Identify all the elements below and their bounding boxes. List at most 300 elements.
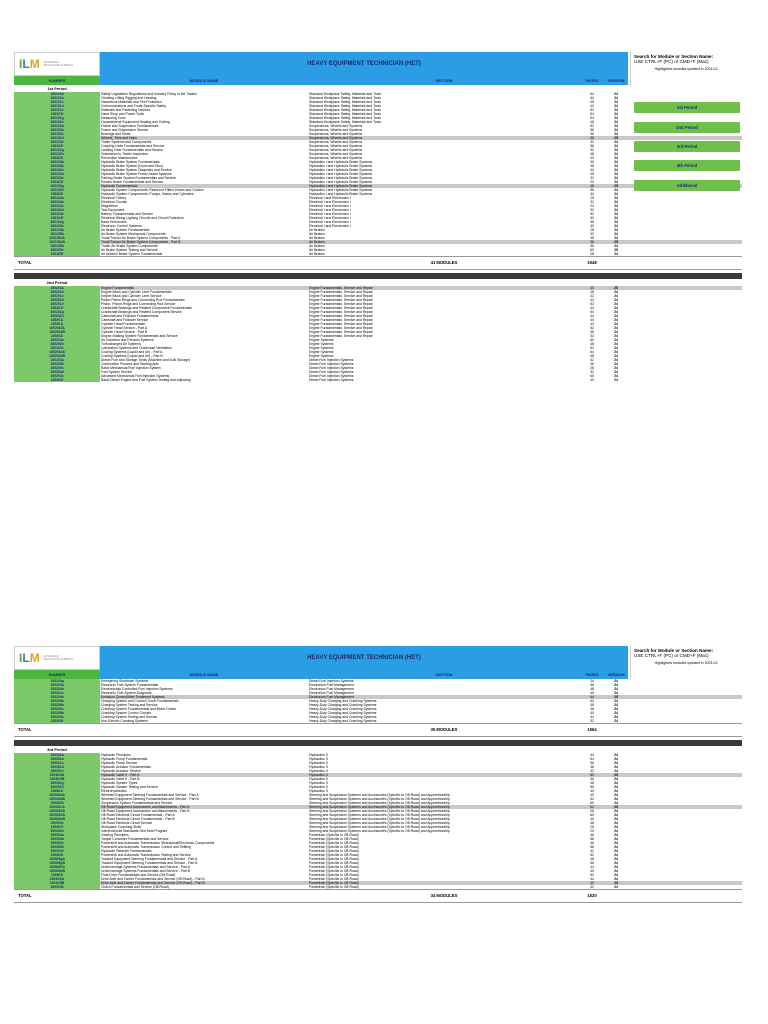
module-name: Off-Road Electrical Circuit Fundamentals - Part B <box>101 817 175 821</box>
section-name: Engine Systems <box>309 342 334 346</box>
version: 25 <box>614 773 618 777</box>
module-name: Safety Legislation Regulations and Industry Policy in the Trades <box>101 92 197 96</box>
version: 24 <box>614 809 618 813</box>
module-number: 150201c <box>14 294 100 298</box>
module-name: Wheeled Equipment Steering Fundamentals and Service - Part B <box>101 797 199 801</box>
version: 24 <box>614 236 618 240</box>
section-name: Standard Workplace Safety, Materials and Tools <box>309 96 381 100</box>
section-name: Engine Systems <box>309 338 334 342</box>
module-number: 150302h <box>14 829 100 833</box>
module-name: Hydraulic Brake System (Drum and Disc) <box>101 164 163 168</box>
section-name: Suspensions, Wheels and Systems <box>309 136 363 140</box>
module-name: Hand Shop and Power Tools <box>101 112 144 116</box>
page-count: 32 <box>590 208 594 212</box>
ilm-logo: ILM ADVANCED EDUCATION ALBERTA <box>14 646 100 670</box>
page-count: 28 <box>590 809 594 813</box>
module-name: Frame and Suspension Fundamentals <box>101 124 159 128</box>
version: 24 <box>614 793 618 797</box>
module-name: Cranking System Testing and Service <box>101 715 158 719</box>
page-count: 52 <box>590 346 594 350</box>
section-name: Diesel Fuel Injection Systems <box>309 374 354 378</box>
page-count: 48 <box>590 100 594 104</box>
module-name: Electronic Fuel System Fundamentals <box>101 683 159 687</box>
section-name: Suspensions, Wheels and Systems <box>309 152 363 156</box>
module-name: Cylinder Head Service - Part B <box>101 330 148 334</box>
page-count: 68 <box>590 136 594 140</box>
module-name: Magnetism <box>101 204 118 208</box>
section-name: Diesel Fuel Injection Systems <box>309 366 354 370</box>
nav-button-additional[interactable]: Additional <box>634 180 740 191</box>
section-name: Diesel Fuel Injection Systems <box>309 358 354 362</box>
version: 24 <box>614 841 618 845</box>
section-name: Engine Fundamentals, Service and Repair <box>309 302 373 306</box>
page-count: 28 <box>590 228 594 232</box>
version: 24 <box>614 869 618 873</box>
total-pages: 1564 <box>587 727 597 732</box>
module-number: 150101f <box>14 112 100 116</box>
version: 24 <box>614 833 618 837</box>
module-number: 150301a <box>14 753 100 757</box>
col-module: MODULE NAME <box>100 76 308 85</box>
module-number: 150102g <box>14 148 100 152</box>
section-name: Hydraulics II <box>309 777 328 781</box>
section-name: Hydraulics I and Hydraulic Brake Systems <box>309 184 373 188</box>
module-number: 150202dA <box>14 350 100 354</box>
module-number: 150302cB <box>14 809 100 813</box>
version: 25 <box>614 286 618 290</box>
page-count: 48 <box>590 184 594 188</box>
page-count: 48 <box>590 342 594 346</box>
section-name: Electrical I and Electronics I <box>309 200 351 204</box>
period-label: 2nd Period <box>46 280 68 285</box>
module-number: 150101e <box>14 108 100 112</box>
module-name: Electronically Controlled Fuel Injection Systems <box>101 687 173 691</box>
module-number: 150204b <box>14 687 100 691</box>
module-number: 150201l <box>14 334 100 338</box>
section-name: Diesel Fuel Injection Systems <box>309 362 354 366</box>
page-count: 60 <box>590 248 594 252</box>
module-number: 150302b <box>14 801 100 805</box>
module-number: 150205d <box>14 711 100 715</box>
module-number: 150101b <box>14 96 100 100</box>
module-number: 150205b <box>14 703 100 707</box>
section-name: Heavy-Duty Charging and Cranking Systems <box>309 707 377 711</box>
col-module: MODULE NAME <box>100 670 308 679</box>
version: 24 <box>614 777 618 781</box>
module-name: Air Brake System Fundamentals <box>101 228 150 232</box>
col-section: SECTION <box>308 76 580 85</box>
page-count: 32 <box>590 176 594 180</box>
module-number: 150303jA <box>14 877 100 881</box>
module-number: 150104g <box>14 220 100 224</box>
search-title: Search for Module or Section Name: <box>634 648 714 653</box>
module-number: 150101a <box>14 92 100 96</box>
module-number: 150205a <box>14 699 100 703</box>
section-name: Hydraulics II <box>309 789 328 793</box>
module-number: 150102d <box>14 136 100 140</box>
total-modules: 35 MODULES <box>430 727 458 732</box>
section-name: Steering and Suspension Systems and Accessories (Specific to Off-Road) and Apprenticeship <box>309 829 450 833</box>
page-title: HEAVY EQUIPMENT TECHNICIAN (HET) <box>100 646 628 670</box>
module-name: Trailer Air Brake System Components <box>101 244 158 248</box>
section-name: Hydraulics II <box>309 753 328 757</box>
module-name: Electrohydraulics <box>101 789 127 793</box>
section-name: Electrical I and Electronics I <box>309 212 351 216</box>
section-name: Engine Fundamentals, Service and Repair <box>309 334 373 338</box>
module-name: Electrical Theory <box>101 196 127 200</box>
module-number: 150105e <box>14 248 100 252</box>
section-name: Standard Workplace Safety, Materials and Tools <box>309 108 381 112</box>
page-count: 36 <box>590 362 594 366</box>
module-name: Hazardous Materials and Fire Protection <box>101 100 162 104</box>
module-number: 150303f <box>14 853 100 857</box>
version: 24 <box>614 865 618 869</box>
page-count: 64 <box>590 757 594 761</box>
section-name: Suspensions, Wheels and Systems <box>309 156 363 160</box>
version: 24 <box>614 224 618 228</box>
module-number: 150303jB <box>14 881 100 885</box>
section-name: Engine Systems <box>309 350 334 354</box>
version: 24 <box>614 156 618 160</box>
version: 25 <box>614 184 618 188</box>
period-label: 1st Period <box>47 86 67 91</box>
page-count: 32 <box>590 769 594 773</box>
logo-subtitle: ADVANCED EDUCATION ALBERTA <box>43 654 74 661</box>
module-name: Off-Road Electrical Circuit Fundamentals - Part A <box>101 813 175 817</box>
module-number: 150301d <box>14 765 100 769</box>
module-name: Cranking System Fundamentals and Motor Drives <box>101 707 177 711</box>
module-name: Truck/Tractor Air Brake System Components - Part A <box>101 236 181 240</box>
page-count: 48 <box>590 703 594 707</box>
version: 24 <box>614 144 618 148</box>
version: 24 <box>614 176 618 180</box>
column-header-row <box>14 76 742 85</box>
module-number: 150203b <box>14 362 100 366</box>
page-count: 48 <box>590 354 594 358</box>
version: 24 <box>614 188 618 192</box>
page-count: 28 <box>590 366 594 370</box>
module-number: 150103f <box>14 180 100 184</box>
page-count: 44 <box>590 865 594 869</box>
section-name: Steering and Suspension Systems and Accessories (Specific to Off-Road) and Apprenticeship <box>309 809 450 813</box>
version: 24 <box>614 873 618 877</box>
module-name: Air Brake System Mechanical Components <box>101 232 166 236</box>
module-name: Frame and Suspension Service <box>101 128 149 132</box>
module-number: 150205f <box>14 719 100 723</box>
module-number: 150103a <box>14 160 100 164</box>
section-name: Electronics Fuel Management <box>309 687 354 691</box>
module-number: 150102h <box>14 152 100 156</box>
section-name: Hydraulics II <box>309 769 328 773</box>
version: 25 <box>614 240 618 244</box>
module-name: Engine Braking System Fundamentals and Service <box>101 334 178 338</box>
period-separator <box>14 740 742 746</box>
module-name: Test Equipment <box>101 208 125 212</box>
module-number: 150202b <box>14 342 100 346</box>
section-name: Powertrain (Specific to Off-Road) <box>309 877 359 881</box>
module-number: 150201g <box>14 310 100 314</box>
version: 24 <box>614 116 618 120</box>
version: 24 <box>614 200 618 204</box>
version: 24 <box>614 318 618 322</box>
module-number: 150205c <box>14 707 100 711</box>
version: 24 <box>614 366 618 370</box>
section-name: Air Brakes <box>309 252 325 256</box>
section-name: Hydraulics I and Hydraulic Brake Systems <box>309 168 373 172</box>
page-count: 32 <box>590 885 594 889</box>
section-name: Powertrain (Specific to Off-Road) <box>309 873 359 877</box>
module-number: 150302e <box>14 821 100 825</box>
module-number: 150201a <box>14 286 100 290</box>
version: 24 <box>614 120 618 124</box>
page-count: 60 <box>590 216 594 220</box>
section-name: Electrical I and Electronics I <box>309 208 351 212</box>
version: 24 <box>614 212 618 216</box>
version: 24 <box>614 801 618 805</box>
module-name: Basic Mechanical Fuel Injection System <box>101 366 161 370</box>
nav-button-4th-period[interactable]: 4th Period <box>634 160 740 171</box>
page-count: 40 <box>590 104 594 108</box>
module-name: Electrical Wiring Lighting Circuits and Circuit Protection <box>101 216 184 220</box>
module-number: 150105b <box>14 232 100 236</box>
version: 24 <box>614 228 618 232</box>
table-body <box>14 92 742 256</box>
version: 24 <box>614 124 618 128</box>
version: 24 <box>614 719 618 723</box>
page-count: 52 <box>590 805 594 809</box>
section-name: Hydraulics II <box>309 773 328 777</box>
module-name: Off-Road Electrical Circuit Service <box>101 821 153 825</box>
page-count: 36 <box>590 765 594 769</box>
version: 24 <box>614 374 618 378</box>
module-number: 150301b <box>14 757 100 761</box>
module-number: 150301c <box>14 761 100 765</box>
page-count: 64 <box>590 96 594 100</box>
module-name: Emission Control/After Treatment Systems <box>101 695 165 699</box>
page-count: 24 <box>590 679 594 683</box>
module-number: 150201f <box>14 306 100 310</box>
page-count: 60 <box>590 310 594 314</box>
module-number: 150101c <box>14 100 100 104</box>
module-name: Suspension System Fundamentals and Service <box>101 801 173 805</box>
section-name: Hydraulics I and Hydraulic Brake Systems <box>309 180 373 184</box>
page-count: 60 <box>590 785 594 789</box>
module-number: 150303a <box>14 833 100 837</box>
version: 24 <box>614 789 618 793</box>
module-number: 150103b <box>14 164 100 168</box>
sheet-header <box>14 52 742 76</box>
section-name: Hydraulics I and Hydraulic Brake Systems <box>309 176 373 180</box>
nav-button-1st-period[interactable]: 1st Period <box>634 102 740 113</box>
module-number: 150303k <box>14 885 100 889</box>
version: 25 <box>614 805 618 809</box>
version: 24 <box>614 160 618 164</box>
version: 24 <box>614 298 618 302</box>
page-count: 52 <box>590 124 594 128</box>
module-name: Undercarriage Systems Fundamentals and Service - Part A <box>101 865 190 869</box>
module-number: 150104d <box>14 208 100 212</box>
page-count: 48 <box>590 781 594 785</box>
module-number: 150201kA <box>14 326 100 330</box>
nav-button-2nd-period[interactable]: 2nd Period <box>634 122 740 133</box>
table-row <box>14 378 742 382</box>
section-name: Standard Workplace Safety, Materials and Tools <box>309 120 381 124</box>
section-name: Steering and Suspension Systems and Accessories (Specific to Off-Road) and Apprenticeship <box>309 805 450 809</box>
module-name: Non-Electric Cranking Systems <box>101 719 148 723</box>
module-number: 150104a <box>14 196 100 200</box>
section-name: Hydraulics I and Hydraulic Brake Systems <box>309 192 373 196</box>
section-name: Powertrain (Specific to Off-Road) <box>309 869 359 873</box>
page-count: 52 <box>590 212 594 216</box>
section-name: Steering and Suspension Systems and Accessories (Specific to Off-Road) and Apprenticeship <box>309 813 450 817</box>
section-name: Suspensions, Wheels and Systems <box>309 128 363 132</box>
section-name: Electrical I and Electronics I <box>309 216 351 220</box>
total-row <box>14 723 742 737</box>
module-number: 150204d <box>14 695 100 699</box>
page-count: 36 <box>590 841 594 845</box>
module-name: Hydraulic Brake System Fundamentals <box>101 160 160 164</box>
module-name: Undercarriage Systems Fundamentals and Service - Part B <box>101 869 191 873</box>
version: 24 <box>614 761 618 765</box>
page-count: 60 <box>590 801 594 805</box>
section-name: Heavy-Duty Charging and Cranking Systems <box>309 711 377 715</box>
page-count: 32 <box>590 719 594 723</box>
page-count: 32 <box>590 200 594 204</box>
module-name: Piston Piston Rings and Connecting Rod Fundamentals <box>101 298 185 302</box>
module-name: Wheeled Equipment Steering Fundamentals and Service - Part A <box>101 793 199 797</box>
page-count: 60 <box>590 773 594 777</box>
section-name: Air Brakes <box>309 240 325 244</box>
section-name: Standard Workplace Safety, Materials and Tools <box>309 116 381 120</box>
module-number: 150303hB <box>14 869 100 873</box>
section-name: Electronics Fuel Management <box>309 683 354 687</box>
section-name: Engine Fundamentals, Service and Repair <box>309 322 373 326</box>
module-name: Hydraulic Actuator Fundamentals <box>101 765 151 769</box>
section-name: Electronics Fuel Management <box>309 695 354 699</box>
module-number: 150201b <box>14 290 100 294</box>
module-name: Air Antilock Brake System Fundamentals <box>101 252 163 256</box>
module-name: Battery Fundamentals and Service <box>101 212 154 216</box>
section-name: Electrical I and Electronics I <box>309 224 351 228</box>
version: 24 <box>614 294 618 298</box>
page-count: 36 <box>590 220 594 224</box>
version: 24 <box>614 877 618 881</box>
module-name: Turbocharged Air Systems <box>101 342 141 346</box>
module-name: Climbing Lifting Rigging and Hoisting <box>101 96 157 100</box>
version: 24 <box>614 885 618 889</box>
page-count: 44 <box>590 192 594 196</box>
section-name: Heavy-Duty Charging and Cranking Systems <box>309 703 377 707</box>
page-count: 32 <box>590 370 594 374</box>
section-name: Hydraulics I and Hydraulic Brake Systems <box>309 188 373 192</box>
module-number: 150302dB <box>14 817 100 821</box>
module-name: Preventive Maintenance <box>101 156 138 160</box>
page-count: 52 <box>590 326 594 330</box>
module-number: 150302f <box>14 825 100 829</box>
module-name: Hydraulic Pump Service <box>101 761 138 765</box>
section-name: Electrical I and Electronics I <box>309 220 351 224</box>
page-count: 20 <box>590 829 594 833</box>
page-count: 48 <box>590 172 594 176</box>
table-body <box>14 679 742 723</box>
section-name: Hydraulics II <box>309 781 328 785</box>
module-name: Hydraulic Retarder Fundamentals <box>101 849 152 853</box>
module-number: 150302dA <box>14 813 100 817</box>
update-note: Highlighted modules updated in 2023-02. <box>654 67 719 71</box>
col-number: NUMBER <box>14 76 100 85</box>
page-count: 28 <box>590 825 594 829</box>
version: 24 <box>614 362 618 366</box>
total-modules: 41 MODULES <box>430 260 458 265</box>
version: 24 <box>614 334 618 338</box>
sheet-header <box>14 646 742 670</box>
section-name: Suspensions, Wheels and Systems <box>309 144 363 148</box>
section-name: Suspensions, Wheels and Systems <box>309 140 363 144</box>
module-name: Hydraulic Pump Fundamentals <box>101 757 148 761</box>
logo-subtitle: ADVANCED EDUCATION ALBERTA <box>43 60 74 67</box>
page-count: 44 <box>590 322 594 326</box>
module-number: 150104b <box>14 200 100 204</box>
module-name: Clutch Fundamentals and Service (Off-Road) <box>101 885 169 889</box>
page-count: 48 <box>590 236 594 240</box>
version: 24 <box>614 703 618 707</box>
module-name: Hydraulic Brake System Power Assist Systems <box>101 172 172 176</box>
module-name: Parking Brake System Fundamentals and Service <box>101 176 176 180</box>
sheet-page-2 <box>14 646 742 903</box>
page-count: 32 <box>590 334 594 338</box>
version: 24 <box>614 192 618 196</box>
section-name: Hydraulics I and Hydraulic Brake Systems <box>309 160 373 164</box>
version: 24 <box>614 108 618 112</box>
module-name: Combustion Process and Starting Aids <box>101 362 159 366</box>
module-name: Cranking System Control Circuits <box>101 711 151 715</box>
page-count: 36 <box>590 160 594 164</box>
version: 24 <box>614 96 618 100</box>
search-title: Search for Module or Section Name: <box>634 54 714 59</box>
module-number: 150102a <box>14 124 100 128</box>
section-name: Air Brakes <box>309 236 325 240</box>
section-name: Standard Workplace Safety, Materials and Tools <box>309 104 381 108</box>
section-name: Hydraulics I and Hydraulic Brake Systems <box>309 172 373 176</box>
module-name: Trailer Systems and Components <box>101 140 152 144</box>
module-name: Truck/Tractor Air Brake System Components - Part B <box>101 240 181 244</box>
module-name: Tracked Equipment Steering Fundamentals and Service - Part B <box>101 861 198 865</box>
module-number: 150202a <box>14 338 100 342</box>
version: 24 <box>614 252 618 256</box>
page-count: 40 <box>590 286 594 290</box>
section-name: Air Brakes <box>309 232 325 236</box>
module-number: 150302aA <box>14 793 100 797</box>
page-count: 52 <box>590 873 594 877</box>
module-name: Charging System and Control Circuit Fundamentals <box>101 699 179 703</box>
section-name: Suspensions, Wheels and Systems <box>309 148 363 152</box>
page-count: 60 <box>590 813 594 817</box>
period-separator <box>14 273 742 279</box>
total-pages: 1520 <box>587 893 597 898</box>
section-name: Diesel Fuel Injection Systems <box>309 370 354 374</box>
table-body <box>14 286 742 382</box>
module-number: 150201h <box>14 314 100 318</box>
module-number: 150302aB <box>14 797 100 801</box>
section-name: Powertrain (Specific to Off-Road) <box>309 853 359 857</box>
page-count: 32 <box>590 797 594 801</box>
module-number: 150103d <box>14 172 100 176</box>
section-name: Engine Fundamentals, Service and Repair <box>309 330 373 334</box>
nav-button-3rd-period[interactable]: 3rd Period <box>634 141 740 152</box>
section-name: Steering and Suspension Systems and Accessories (Specific to Off-Road) and Apprenticeship <box>309 797 450 801</box>
col-version: VERSION <box>604 670 628 679</box>
page-count: 56 <box>590 845 594 849</box>
